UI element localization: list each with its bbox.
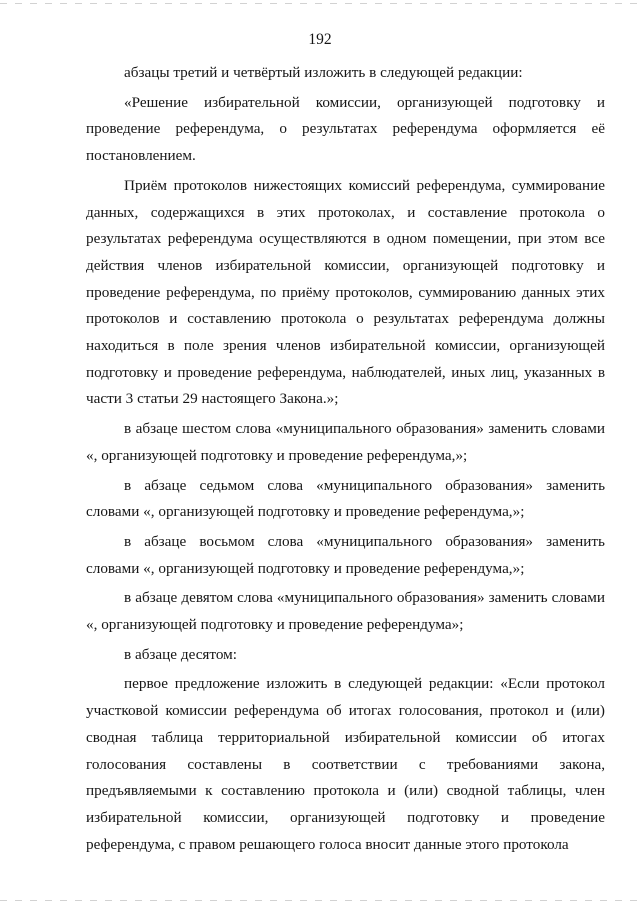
paragraph-eighth-abzats: в абзаце восьмом слова «муниципального образования» заменить словами «, организующей подготовку и проведение референдума,»; <box>86 532 605 577</box>
paragraph-seventh-abzats: в абзаце седьмом слова «муниципального образования» заменить словами «, организующей подготовку и проведение референдума,»; <box>86 476 605 521</box>
page-number: 192 <box>308 31 332 48</box>
scan-edge-bottom <box>0 900 640 901</box>
paragraph-tenth-abzats: в абзаце десятом: <box>124 645 237 663</box>
paragraph-sixth-abzats: в абзаце шестом слова «муниципального образования» заменить словами «, организующей подготовку и проведение референдума,»; <box>86 420 605 464</box>
paragraph-protocol-acceptance: Приём протоколов нижестоящих комиссий референдума, суммирование данных, содержащихся в этих протоколах, и составление протокола о результатах референдума осуществляются в одном помещении, при этом все действия членов избирательной комиссии, организующей подготовку и проведение референдума, по приёму протоколов, суммированию данных этих протоколов и составлению протокола о результатах референдума должны находиться в поле зрения членов избирательной комиссии, организующей подготовку и проведение референдума, наблюдателей, иных лиц, указанных в части 3 статьи 29 настоящего Закона.»; <box>86 176 605 408</box>
scan-edge-top <box>0 3 640 4</box>
document-body <box>86 60 605 858</box>
paragraph-amendment-intro: абзацы третий и четвёртый изложить в следующей редакции: <box>124 64 523 81</box>
paragraph-first-sentence: первое предложение изложить в следующей редакции: «Если протокол участковой комиссии референдума об итогах голосования, протокол и (или) сводная таблица территориальной избирательной комиссии об итогах голосования составлены в соответствии с требованиями закона, предъявляемыми к составлению протокола и (или) сводной таблицы, член избирательной комиссии, организующей подготовку и проведение референдума, с правом решающего голоса вносит данные этого протокола <box>86 675 605 853</box>
paragraph-decision: «Решение избирательной комиссии, организующей подготовку и проведение референдума, о результатах референдума оформляется её постановлением. <box>86 93 605 165</box>
paragraph-ninth-abzats: в абзаце девятом слова «муниципального образования» заменить словами «, организующей подготовку и проведение референдума»; <box>86 589 605 634</box>
